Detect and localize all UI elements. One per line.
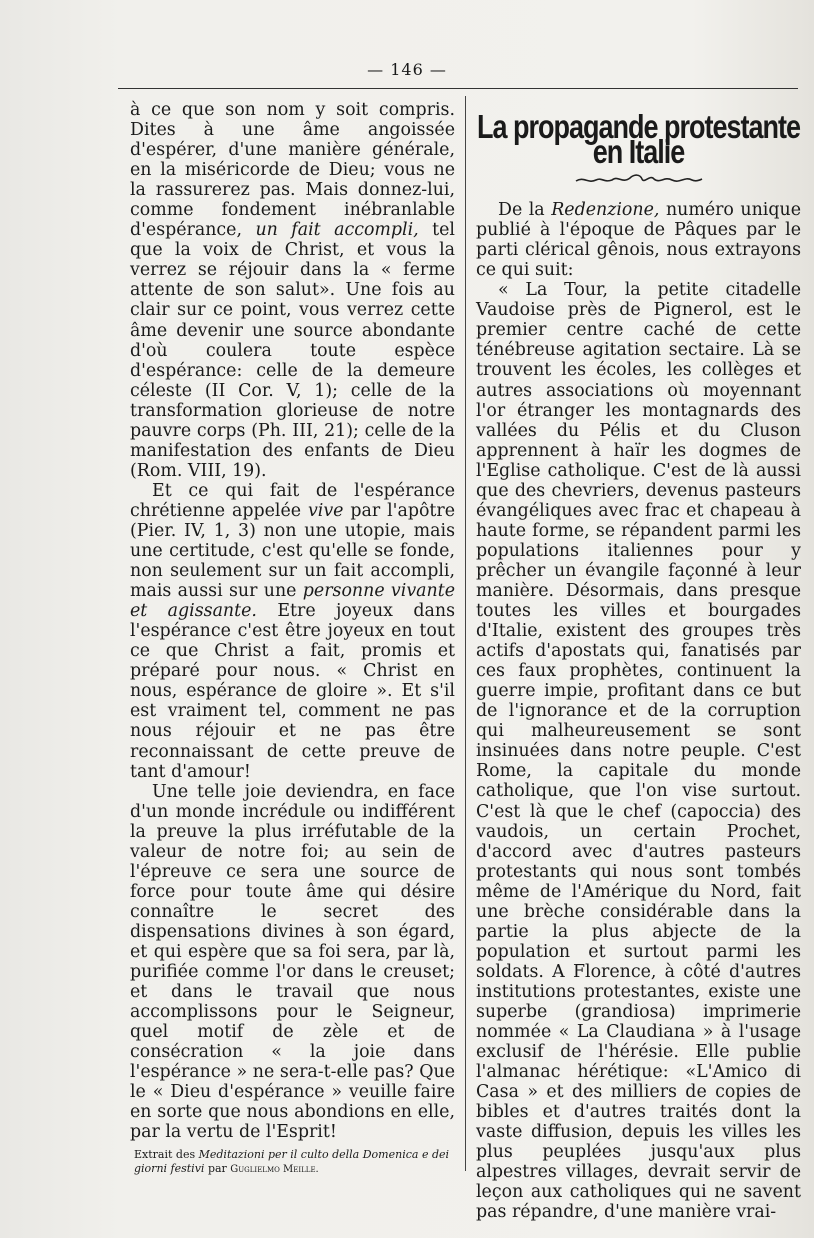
attribution-prefix: Extrait des (134, 1148, 196, 1162)
paragraph (130, 100, 455, 481)
paragraph (130, 782, 455, 1143)
article-title: La propagande protestante en Italie (476, 107, 801, 171)
text-run: Une telle joie deviendra, en face d'un monde incrédule ou indifférent la preuve la plus irréfutable de la valeur de notre foi; au sein de l'épreuve ce sera une source de force pour toute âme qui désire connaître le secret des dispensations divines à son égard, et qui espère que sa foi sera, par là, purifiée comme l'or dans le creuset; et dans le travail que nous accomplissons pour le Seigneur, quel motif de zèle et de consécration « la joie dans l'espérance » ne sera-t-elle pas? Que le « Dieu d'espérance » veuille faire en sorte que nous abondions en elle, par la vertu de l'Esprit! (130, 781, 455, 1143)
text-run: tel que la voix de Christ, et vous la verrez se réjouir dans la « ferme attente de son salut». Une fois au clair sur ce point, vous verrez cette âme devenir une source abondante d'où coulera toute espèce d'espérance: celle de la demeure céleste (II Cor. V, 1); celle de la transformation glorieuse de notre pauvre corps (Ph. III, 21); celle de la manifestation des enfants de Dieu (Rom. VIII, 19). (130, 220, 455, 481)
text-run: à ce que son nom y soit compris. Dites à une âme angoissée d'espérer, d'une manière générale, en la miséricorde de Dieu; vous ne la rassurerez pas. Mais donnez-lui, comme fondement inébranlable d'espérance, (130, 100, 455, 241)
text-run: numéro unique publié à l'époque de Pâques par le parti clérical gênois, nous extrayons ce qui suit: (476, 200, 801, 281)
page-number: — 146 — (367, 60, 447, 79)
paragraph (130, 481, 455, 782)
right-column (476, 100, 801, 1222)
column-divider (465, 96, 466, 1171)
attribution-author: Guglielmo Meille. (230, 1164, 319, 1176)
italic-text: personne vivante et agissante. (130, 581, 455, 622)
italic-text: un fait accompli, (255, 220, 419, 241)
text-run: « La Tour, la petite citadelle Vaudoise près de Pignerol, est le premier centre caché de cette ténébreuse agitation sectaire. Là se trouvent les écoles, les collèges et autres associations où moyennant l'or étranger les montagnards des vallées du Pélis et du Cluson apprennent à haïr les dogmes de l'Eglise catholique. C'est de là aussi que des chevriers, devenus pasteurs évangéliques avec frac et chapeau à haute forme, se répandent parmi les populations italiennes pour y prêcher un évangile façonné à leur manière. Désormais, dans presque toutes les villes et bourgades d'Italie, existent des groupes très actifs d'apostats qui, fanatisés par ces faux prophètes, continuent la guerre impie, profitant dans ce but de l'ignorance et de la corruption qui malheureusement se sont insinuées dans notre peuple. C'est Rome, la capitale du monde catholique, que l'on vise surtout. C'est là que le chef (capoccia) des vaudois, un certain Prochet, d'accord avec d'autres pasteurs protestants qui nous sont tombés même de l'Amérique du Nord, fait une brèche considérable dans la partie la plus abjecte de la population et surtout parmi les soldats. A Florence, à côté d'autres institutions protestantes, existe une superbe (grandiosa) imprimerie nommée « La Claudiana » à l'usage exclusif de l'hérésie. Elle publie l'almanac hérétique: «L'Amico di Casa » et des milliers de copies de bibles et d'autres traités dont la vaste diffusion, depuis les villes les plus peuplées jusqu'aux plus alpestres villages, devrait servir de leçon aux catholiques qui ne savent pas répandre, d'une manière vrai- (476, 280, 801, 1223)
ornament-flourish-icon (574, 172, 704, 186)
italic-text: Redenzione, (551, 200, 660, 221)
left-column (130, 100, 455, 1177)
text-run: De la (498, 200, 545, 221)
paragraph (476, 280, 801, 1222)
text-run: Et ce qui fait de l'espérance chrétienne appelée (130, 480, 455, 521)
attribution-source: Meditazioni per il culto della Domenica e dei giorni festivi (134, 1148, 450, 1176)
text-run: par l'apôtre (Pier. IV, 1, 3) non une utopie, mais une certitude, c'est qu'elle se fonde, non seulement sur un fait accompli, mais aussi sur une (130, 500, 456, 602)
attribution (130, 1148, 455, 1177)
header-rule (118, 88, 798, 89)
paragraph (476, 200, 801, 280)
text-run: Etre joyeux dans l'espérance c'est être joyeux en tout ce que Christ a fait, promis et préparé pour nous. « Christ en nous, espérance de gloire ». Et s'il est vraiment tel, comment ne pas nous réjouir et ne pas être reconnaissant de cette preuve de tant d'amour! (130, 601, 455, 782)
italic-text: vive (307, 500, 344, 521)
attribution-by: par (207, 1162, 227, 1176)
